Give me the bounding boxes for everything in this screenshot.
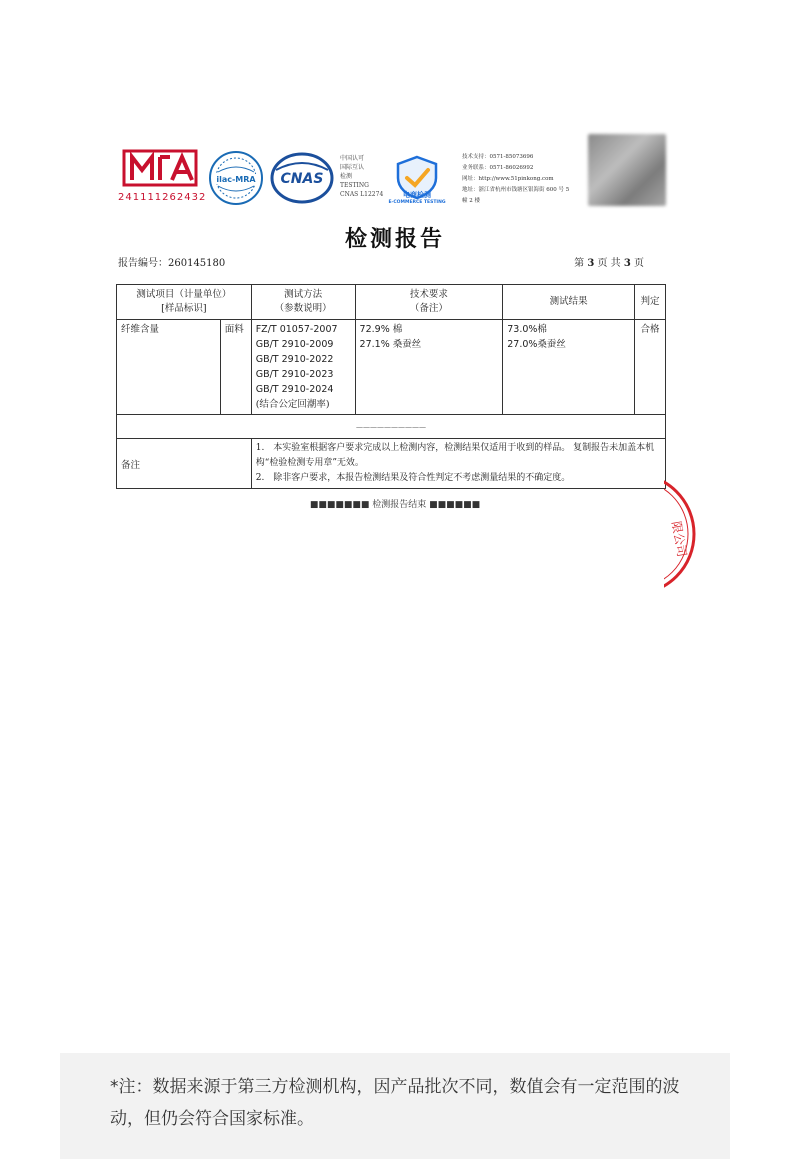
cell-item: 纤维含量	[117, 320, 221, 415]
shield-subcaption: E-COMMERCE TESTING	[388, 200, 446, 205]
cell-judgement: 合格	[635, 320, 666, 415]
remarks-label: 备注	[117, 439, 252, 489]
cell-methods: FZ/T 01057-2007 GB/T 2910-2009 GB/T 2910-2022 GB/T 2910-2023 GB/T 2910-2024 (结合公定回潮率)	[251, 320, 355, 415]
table-row	[117, 320, 666, 415]
shield-caption: 电商检测	[403, 191, 431, 199]
report-end-marker: ■■■■■■■ 检测报告结束 ■■■■■■	[309, 500, 481, 510]
cma-mark-icon	[122, 148, 198, 188]
header-result: 测试结果	[503, 285, 635, 320]
footnote-text: *注：数据来源于第三方检测机构，因产品批次不同，数值会有一定范围的波动，但仍会符合国家标准。	[110, 1077, 680, 1129]
cell-part: 面料	[220, 320, 251, 415]
cell-results: 73.0%棉 27.0%桑蚕丝	[503, 320, 635, 415]
header-test-item: 测试项目（计量单位） [样品标识]	[117, 285, 252, 320]
header-judgement: 判定	[635, 285, 666, 320]
cnas-logo-icon	[270, 152, 334, 204]
header-requirement: 技术要求 （备注）	[355, 285, 503, 320]
report-table	[116, 284, 666, 489]
qr-code-blurred	[588, 134, 666, 206]
page-indicator: 第 3 页 共 3 页	[574, 258, 644, 269]
separator-line: ——————————	[117, 415, 666, 439]
svg-text:ilac-MRA: ilac-MRA	[216, 175, 256, 184]
contact-info: 技术支持：0571-85073696 业务联系：0571-86026992 网址：http://www.51pinkong.com 地址：浙江省杭州市钱塘区银海街 600 号 5 幢 2 楼	[462, 154, 570, 204]
svg-text:限公司: 限公司	[669, 520, 690, 558]
cma-logo	[118, 148, 207, 208]
footnote-box	[60, 1053, 730, 1159]
header-test-method: 测试方法 （参数说明）	[251, 285, 355, 320]
separator-row	[117, 415, 666, 439]
report-number: 报告编号：260145180	[118, 258, 226, 269]
remarks-content: 1. 本实验室根据客户要求完成以上检测内容，检测结果仅适用于收到的样品。 复制报告未加盖本机构“检验检测专用章”无效。 2. 除非客户要求，本报告检测结果及符合性判定不考虑测量结果的不确定度。	[251, 439, 665, 489]
cell-requirements: 72.9% 棉 27.1% 桑蚕丝	[355, 320, 503, 415]
table-header-row	[117, 285, 666, 320]
svg-text:CNAS: CNAS	[280, 171, 324, 187]
cnas-text: 中国认可 国际互认 检测 TESTING CNAS L12274	[340, 155, 384, 198]
ilac-mra-logo-icon	[208, 150, 264, 206]
logo-header	[118, 134, 668, 210]
remarks-row	[117, 439, 666, 489]
cma-number: 241111262432	[118, 192, 207, 203]
report-title: 检测报告	[344, 226, 445, 252]
